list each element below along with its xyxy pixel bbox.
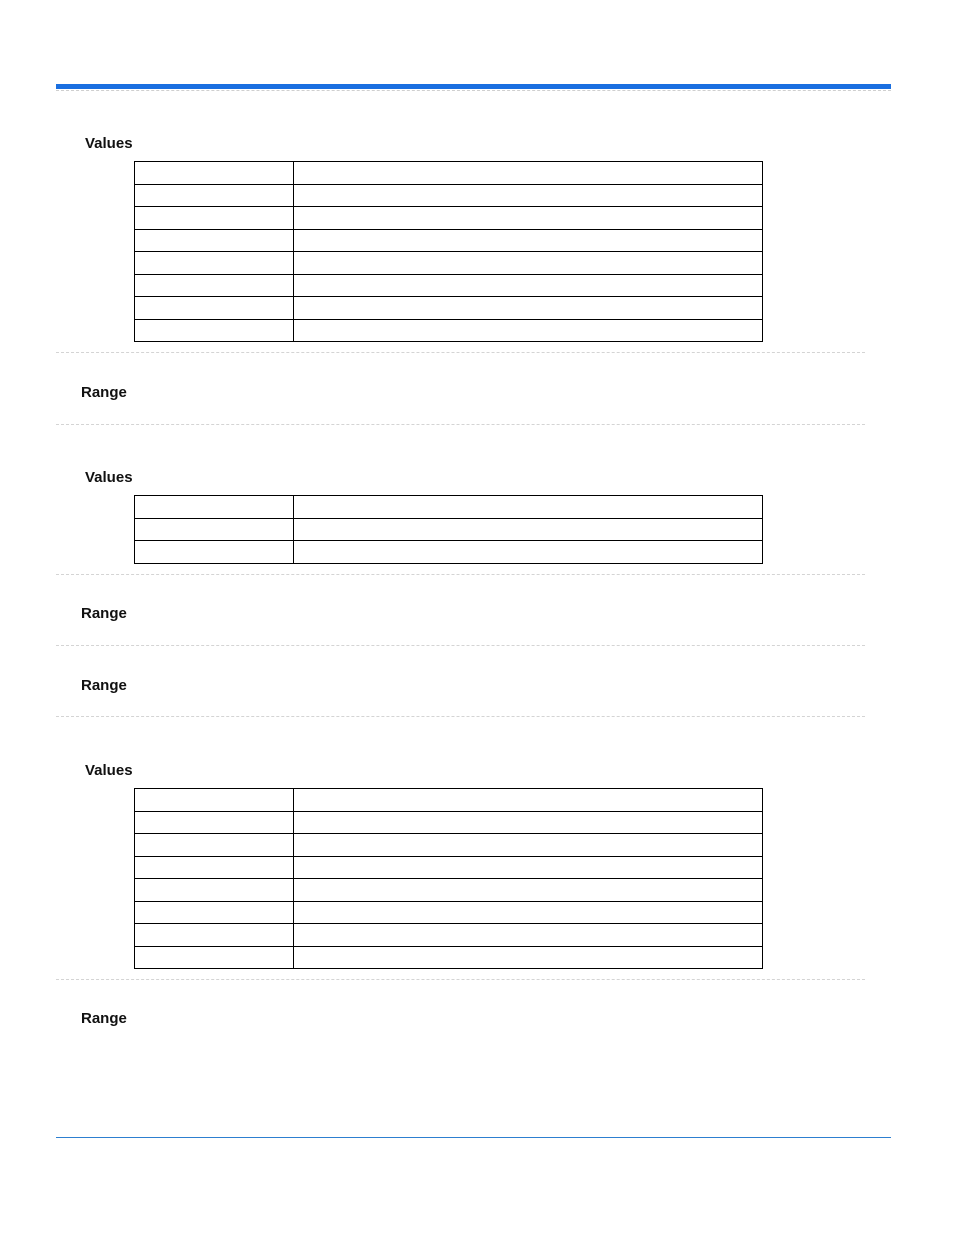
table-cell: [294, 856, 763, 879]
section-divider: [56, 352, 865, 353]
table-row: [135, 319, 763, 342]
footer-rule: [56, 1137, 891, 1138]
values-heading: Values: [85, 469, 133, 486]
table-row: [135, 541, 763, 564]
table-row: [135, 789, 763, 812]
table-cell: [294, 297, 763, 320]
table-cell: [135, 856, 294, 879]
table-row: [135, 297, 763, 320]
table-row: [135, 184, 763, 207]
range-heading: Range: [81, 677, 127, 694]
table-cell: [135, 946, 294, 969]
table-cell: [135, 162, 294, 185]
table-row: [135, 496, 763, 519]
table-cell: [135, 811, 294, 834]
table-cell: [294, 229, 763, 252]
range-heading: Range: [81, 605, 127, 622]
table-cell: [294, 541, 763, 564]
table-cell: [135, 901, 294, 924]
table-row: [135, 162, 763, 185]
table-cell: [294, 162, 763, 185]
table-cell: [294, 901, 763, 924]
table-row: [135, 901, 763, 924]
table-row: [135, 274, 763, 297]
table-cell: [294, 496, 763, 519]
table-cell: [294, 811, 763, 834]
table-row: [135, 946, 763, 969]
table-cell: [294, 252, 763, 275]
table-cell: [135, 274, 294, 297]
table-cell: [294, 789, 763, 812]
table-cell: [135, 518, 294, 541]
section-divider: [56, 716, 865, 717]
table-cell: [294, 879, 763, 902]
table-cell: [294, 946, 763, 969]
table-row: [135, 811, 763, 834]
table-row: [135, 518, 763, 541]
table-cell: [294, 319, 763, 342]
table-cell: [135, 879, 294, 902]
table-cell: [294, 184, 763, 207]
table-cell: [294, 924, 763, 947]
table-row: [135, 834, 763, 857]
table-cell: [135, 184, 294, 207]
values-heading: Values: [85, 762, 133, 779]
values-table: [134, 788, 763, 969]
values-table: [134, 161, 763, 342]
table-cell: [135, 319, 294, 342]
table-cell: [135, 207, 294, 230]
section-divider: [56, 574, 865, 575]
table-cell: [294, 207, 763, 230]
table-cell: [135, 834, 294, 857]
values-table: [134, 495, 763, 564]
section-divider: [56, 424, 865, 425]
table-cell: [135, 297, 294, 320]
table-row: [135, 879, 763, 902]
table-row: [135, 924, 763, 947]
section-divider: [56, 979, 865, 980]
values-heading: Values: [85, 135, 133, 152]
range-heading: Range: [81, 384, 127, 401]
table-cell: [294, 518, 763, 541]
table-cell: [135, 229, 294, 252]
table-row: [135, 252, 763, 275]
table-cell: [135, 789, 294, 812]
table-cell: [135, 924, 294, 947]
table-row: [135, 856, 763, 879]
header-dashed-rule: [56, 90, 891, 91]
range-heading: Range: [81, 1010, 127, 1027]
header-rule: [56, 84, 891, 89]
table-cell: [135, 541, 294, 564]
table-cell: [294, 274, 763, 297]
table-cell: [135, 496, 294, 519]
section-divider: [56, 645, 865, 646]
table-cell: [135, 252, 294, 275]
table-cell: [294, 834, 763, 857]
table-row: [135, 207, 763, 230]
table-row: [135, 229, 763, 252]
